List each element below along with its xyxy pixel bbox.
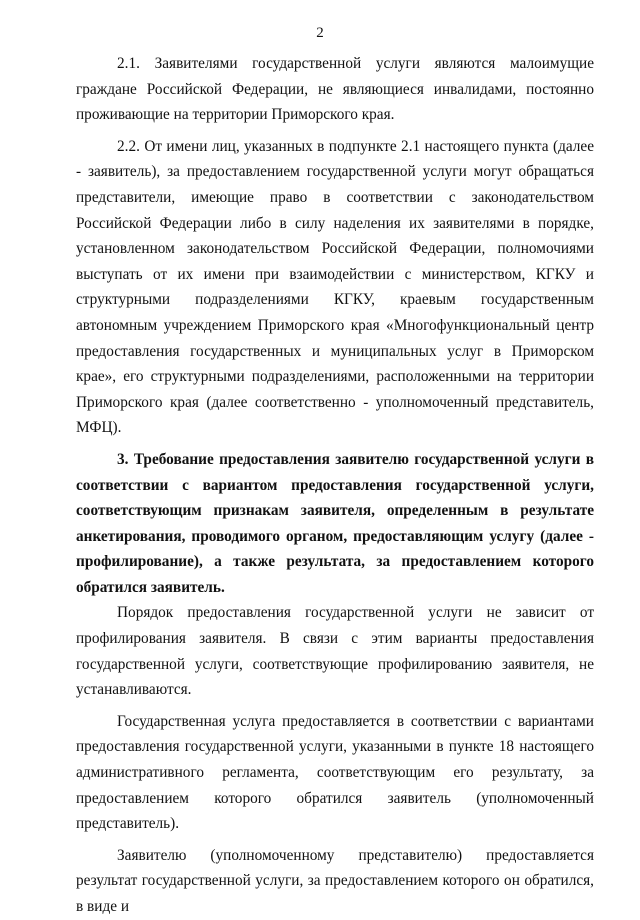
page-number: 2 xyxy=(316,25,324,41)
paragraph-service-variants: Государственная услуга предоставляется в соответствии с вариантами предоставления государственной услуги, указанными в пункте 18 настоящего административного регламента, соответствующим его результату, за предоставлением которого обратился заявитель (уполномоченный представитель). xyxy=(76,712,594,833)
section-3-heading: 3. Требование предоставления заявителю государственной услуги в соответствии с вариантом предоставления государственной услуги, соответствующим признакам заявителя, определенным в результате анкетирования, проводимого органом, предоставляющим услугу (далее - профилирование), а также результата, за предоставлением которого обратился заявитель. xyxy=(76,450,594,596)
paragraph-2-2: 2.2. От имени лиц, указанных в подпункте 2.1 настоящего пункта (далее - заявитель), за предоставлением государственной услуги могут обращаться представители, имеющие право в соответствии с законодательством Российской Федерации либо в силу наделения их заявителями в порядке, установленном законодательством Российской Федерации, полномочиями выступать от их имени при взаимодействии с министерством, КГКУ и структурными подразделениями КГКУ, краевым государственным автономным учреждением Приморского края «Многофункциональный центр предоставления государственных и муниципальных услуг в Приморском крае», его структурными подразделениями, расположенными на территории Приморского края (далее соответственно - уполномоченный представитель, МФЦ). xyxy=(76,137,594,437)
paragraph-2-1: 2.1. Заявителями государственной услуги являются малоимущие граждане Российской Федерации, не являющиеся инвалидами, постоянно проживающие на территории Приморского края. xyxy=(76,55,594,124)
paragraph-profiling-order: Порядок предоставления государственной услуги не зависит от профилирования заявителя. В связи с этим варианты предоставления государственной услуги, соответствующие профилированию заявителя, не устанавливаются. xyxy=(76,604,594,699)
paragraph-service-result: Заявителю (уполномоченному представителю) предоставляется результат государственной услуги, за предоставлением которого он обратился, в виде и xyxy=(76,846,594,915)
document-body xyxy=(76,51,594,920)
